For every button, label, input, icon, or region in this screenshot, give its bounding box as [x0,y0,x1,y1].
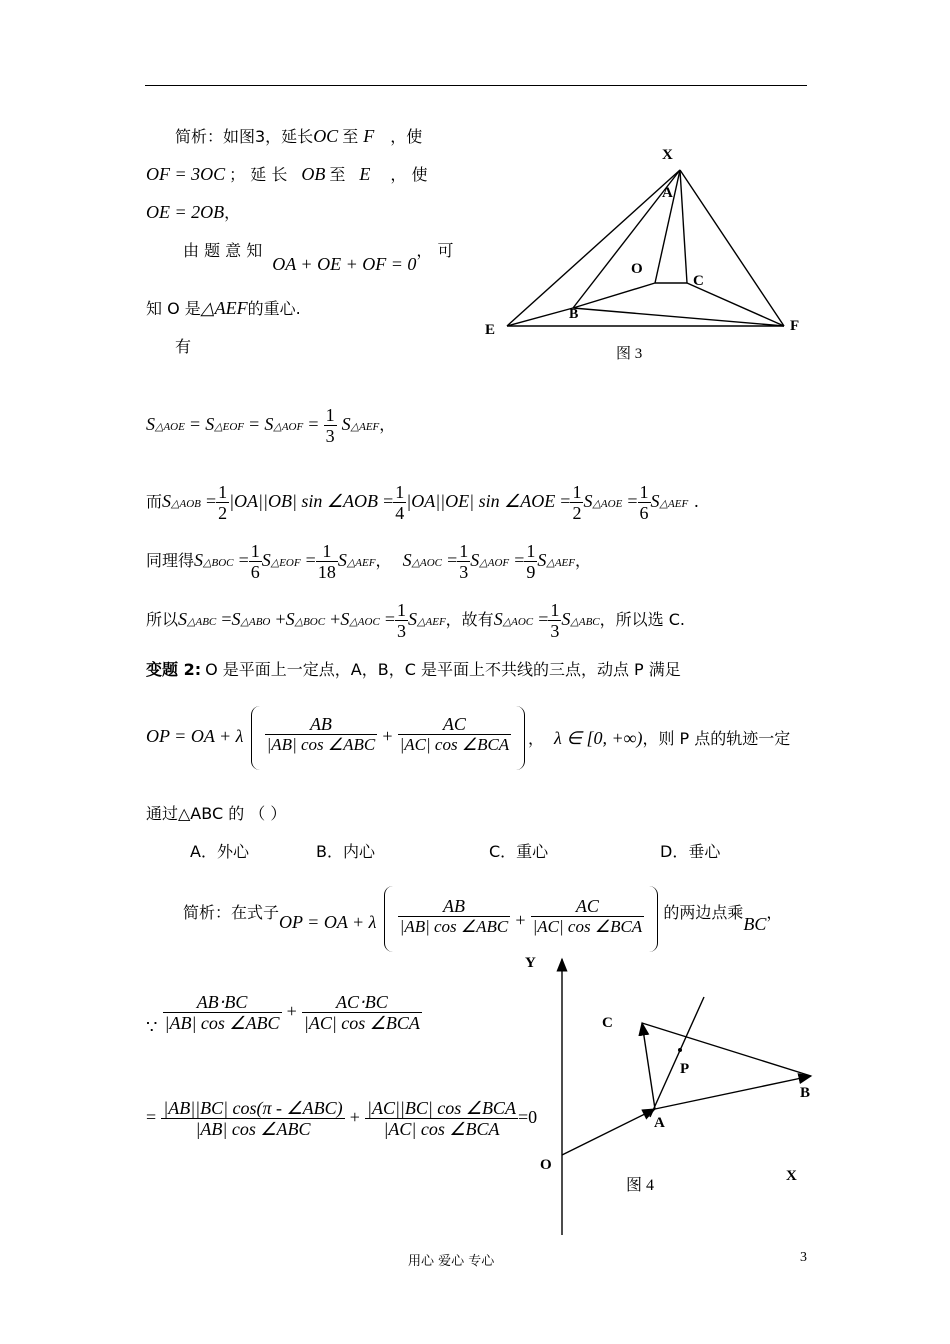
analysis-1-line3: OE = 2OB， [146,202,241,222]
fig4-label-a: A [654,1115,665,1131]
problem-2-range: ， λ ∈ [0, +∞)，则 P 点的轨迹一定 [528,728,791,748]
line-b-o [573,283,655,308]
figure-3 [470,140,815,370]
fig3-label-f: F [790,318,800,334]
footer-center: 用心 爱心 专心 [408,1254,495,1269]
analysis-1-line4: 由 题 意 知OA + OE + OF = 0， 可 [183,241,454,274]
line-b-f [573,308,784,326]
fig4-label-p: P [680,1061,690,1077]
vector-ab [655,1076,811,1109]
vector-ac [642,1023,655,1109]
fig3-label-e: E [485,322,496,338]
fig3-label-x: X [662,147,673,163]
problem-2-line3: 通过△ABC 的 （ ） [146,804,287,823]
analysis-2-formula: 简析：在式子OP = OA + λ $\frac{AB}{\text{|AB| cos ∠ABC}}$ + $\frac{AC}{\text{|AC| cos ∠BCA}}$ 的两边点乘BC， [183,886,782,954]
fig4-caption: 图 4 [626,1177,655,1194]
analysis-2-because: ∵ $\frac{AB\cdot BC}{\text{|AB| cos ∠ABC}}$ + $\frac{AC\cdot BC}{\text{|AC| cos ∠BCA}}$ [146,992,420,1037]
option-c: C．重心 [489,842,549,861]
equation-1: S△AOE = S△EOF = S△AOF = $\frac{1}{3}$ S△AEF， [146,405,396,446]
analysis-1-line2: OF = 3OC ； 延 长 OB 至 E ， 使 [146,164,428,184]
fig4-label-o: O [540,1157,552,1173]
fig4-label-c: C [602,1015,613,1031]
equation-3: 同理得S△BOC = $\frac{1}{6}$ S△EOF = $\frac{1}{18}$ S△AEF， S△AOC = $\frac{1}{3}$ S△AOF = $\frac{1}{9}$ S△AEF， [146,541,592,582]
option-a: A．外心 [190,842,249,861]
fig4-label-b: B [800,1085,811,1101]
header-rule [145,85,807,86]
fig3-label-b: B [569,307,579,322]
analysis-1-line5: 知 O 是△AEF的重心. [146,298,301,318]
fig3-caption: 图 3 [616,346,643,362]
option-b: B．内心 [316,842,375,861]
fig3-label-o: O [631,261,643,277]
vector-oa [562,1109,655,1155]
fig3-label-a: A [662,185,673,201]
point-p [678,1048,682,1052]
option-d: D．垂心 [660,842,721,861]
equation-2: 而S△AOB = $\frac{1}{2}$ |OA||OB| sin ∠AOB = $\frac{1}{4}$ |OA||OE| sin ∠AOE = $\frac{1}{2}$ S△AOE = $\frac{1}{6}$ S△AEF . [146,482,699,523]
line-x-e [507,170,680,326]
fig4-label-x: X [786,1168,797,1184]
line-a-c [680,170,687,283]
problem-2-statement: 变题 2: O 是平面上一定点，A，B，C 是平面上不共线的三点，动点 P 满足 [146,660,681,679]
equation-4: 所以S△ABC =S△ABO +S△BOC +S△AOC = $\frac{1}{3}$ S△AEF，故有S△AOC = $\frac{1}{3}$ S△ABC，所以选 C. [146,600,686,641]
trajectory-line [650,997,704,1117]
analysis-1-line6: 有 [175,337,192,356]
analysis-2-equals: = $\frac{\text{|AB||BC| cos(π - ∠ABC)}}{\text{|AB| cos ∠ABC}}$ + $\frac{\text{|AC||BC| cos ∠BCA}}{\text{|AC| cos ∠BCA}}$ =0 [146,1098,538,1139]
fig4-label-y: Y [525,955,536,971]
problem-2-formula: OP = OA + λ $\frac{AB}{\text{|AB| cos ∠ABC}}$ + $\frac{AC}{\text{|AC| cos ∠BCA}}$ [146,706,525,774]
page-number: 3 [800,1250,807,1265]
figure-4 [520,945,820,1235]
fig3-label-c: C [693,273,704,289]
line-cb [642,1023,811,1076]
analysis-1-line1: 简析：如图3，延长OC 至 F ，使 [175,126,423,146]
